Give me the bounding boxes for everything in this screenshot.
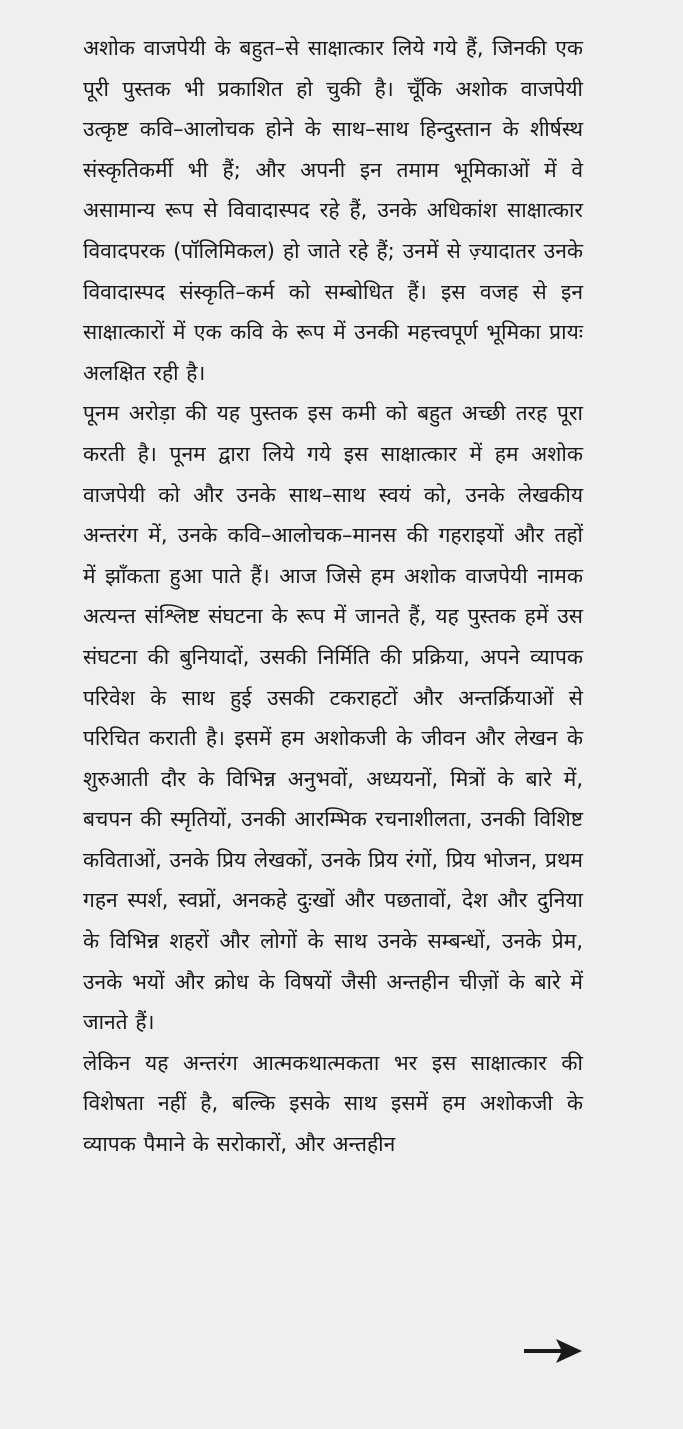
paragraph-1: अशोक वाजपेयी के बहुत–से साक्षात्कार लिये गये हैं, जिनकी एक पूरी पुस्तक भी प्रकाशित हो चुकी है। चूँकि अशोक वाजपेयी उत्कृष्ट कवि–आलोचक होने के साथ–साथ हिन्दुस्तान के शीर्षस्थ संस्कृतिकर्मी भी हैं; और अपनी इन तमाम भूमिकाओं में वे असामान्य रूप से विवादास्पद रहे हैं, उनके अधिकांश साक्षात्कार विवादपरक (पॉलिमिकल) हो जाते रहे हैं; उनमें से ज़्यादातर उनके विवादास्पद संस्कृति–कर्म को सम्बोधित हैं। इस वजह से इन साक्षात्कारों में एक कवि के रूप में उनकी महत्त्वपूर्ण भूमिका प्रायः अलक्षित रही है। xyxy=(83,36,583,385)
blurb-text xyxy=(83,28,583,1165)
paragraph-2: पूनम अरोड़ा की यह पुस्तक इस कमी को बहुत अच्छी तरह पूरा करती है। पूनम द्वारा लिये गये इस साक्षात्कार में हम अशोक वाजपेयी को और उनके साथ–साथ स्वयं को, उनके लेखकीय अन्तरंग में, उनके कवि–आलोचक–मानस की गहराइयों और तहों में झाँकता हुआ पाते हैं। आज जिसे हम अशोक वाजपेयी नामक अत्यन्त संश्लिष्ट संघटना के रूप में जानते हैं, यह पुस्तक हमें उस संघटना की बुनियादों, उसकी निर्मिति की प्रक्रिया, अपने व्यापक परिवेश के साथ हुई उसकी टकराहटों और अन्तर्क्रियाओं से परिचित कराती है। इसमें हम अशोकजी के जीवन और लेखन के शुरुआती दौर के विभिन्न अनुभवों, अध्ययनों, मित्रों के बारे में, बचपन की स्मृतियों, उनकी आरम्भिक रचनाशीलता, उनकी विशिष्ट कविताओं, उनके प्रिय लेखकों, उनके प्रिय रंगों, प्रिय भोजन, प्रथम गहन स्पर्श, स्वप्नों, अनकहे दुःखों और पछतावों, देश और दुनिया के विभिन्न शहरों और लोगों के साथ उनके सम्बन्धों, उनके प्रेम, उनके भयों और क्रोध के विषयों जैसी अन्तहीन चीज़ों के बारे में जानते हैं। xyxy=(83,401,583,1035)
paragraph-3: लेकिन यह अन्तरंग आत्मकथात्मकता भर इस साक्षात्कार की विशेषता नहीं है, बल्कि इसके साथ इसमें हम अशोकजी के व्यापक पैमाने के सरोकारों, और अन्तहीन xyxy=(83,1050,583,1157)
right-arrow-icon xyxy=(524,1339,582,1363)
